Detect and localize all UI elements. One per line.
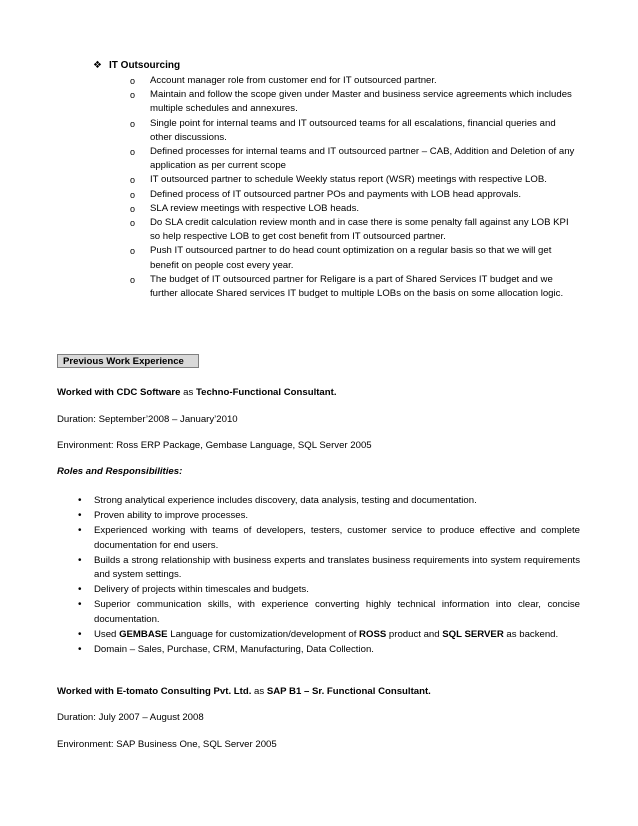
job1-as: as [180,387,196,398]
it-outsourcing-item [130,117,580,145]
job2-company: Worked with E-tomato Consulting Pvt. Ltd. [57,686,252,697]
it-outsourcing-item [130,188,580,202]
responsibility-text: Language for customization/development of [167,628,360,640]
job2-title [57,685,431,699]
round-bullet-icon: • [78,554,82,566]
responsibility-item [78,524,583,552]
responsibility-item [78,554,583,582]
circle-bullet-icon: o [130,203,136,214]
job2-as: as [251,686,267,697]
circle-bullet-icon: o [130,274,136,285]
responsibility-text: Strong analytical experience includes discovery, data analysis, testing and documentation. [94,495,477,506]
job1-environment: Environment: Ross ERP Package, Gembase Language, SQL Server 2005 [57,440,372,451]
responsibility-text: Experienced working with teams of developers, testers, customer service to produce effective and complete documentation for end users. [94,525,583,551]
round-bullet-icon: • [78,628,82,640]
it-outsourcing-item [130,202,580,216]
responsibility-text: Delivery of projects within timescales and budgets. [94,584,309,596]
job1-title [57,386,337,400]
previous-work-experience-header: Previous Work Experience [57,354,199,368]
circle-bullet-icon: o [130,76,136,86]
responsibility-text: as backend. [503,628,559,640]
it-outsourcing-item-text: Defined processes for internal teams and IT outsourced partner – CAB, Addition and Deletion of any application as per current scope [150,146,575,172]
it-outsourcing-item-text: Do SLA credit calculation review month and in case there is some penalty fall against any LOB KPI so help respective LOB to get cost benefit from IT outsourced partner. [150,217,569,243]
it-outsourcing-title: IT Outsourcing [109,60,181,71]
responsibility-text: product and [386,628,443,640]
it-outsourcing-item [130,216,580,244]
responsibility-text: Proven ability to improve processes. [94,510,249,522]
job1-company: Worked with CDC Software [57,387,181,398]
job2-environment: Environment: SAP Business One, SQL Server 2005 [57,739,277,750]
it-outsourcing-item-text: IT outsourced partner to schedule Weekly status report (WSR) meetings with respective LOB. [150,174,547,186]
it-outsourcing-item [130,74,580,88]
responsibility-item [78,494,580,508]
circle-bullet-icon: o [130,246,136,257]
responsibility-keyword: ROSS [359,628,387,640]
it-outsourcing-item-text: Single point for internal teams and IT outsourced teams for all escalations, financial queries and other discussions. [150,117,556,143]
responsibility-text: Superior communication skills, with experience converting highly technical information into clear, concise documentation. [94,599,583,625]
responsibility-text: Used [94,628,120,640]
circle-bullet-icon: o [130,147,136,158]
circle-bullet-icon: o [130,118,136,129]
job1-responsibilities-list [78,494,583,658]
it-outsourcing-item [130,88,580,116]
it-outsourcing-item-text: SLA review meetings with respective LOB heads. [150,202,360,214]
job2-duration: Duration: July 2007 – August 2008 [57,712,204,723]
it-outsourcing-item-text: Push IT outsourced partner to do head count optimization on a regular basis so that we will get benefit on people cost every year. [150,245,552,271]
round-bullet-icon: • [78,644,82,656]
circle-bullet-icon: o [130,175,136,186]
it-outsourcing-item [130,173,580,187]
it-outsourcing-item-text: Account manager role from customer end for IT outsourced partner. [150,75,437,86]
job1-roles-heading: Roles and Responsibilities: [57,466,183,477]
responsibility-keyword: GEMBASE [119,628,168,640]
responsibility-item [78,628,580,642]
diamond-bullet-icon: ❖ [93,60,102,71]
responsibility-item [78,583,580,597]
responsibility-keyword: SQL SERVER [442,628,504,640]
it-outsourcing-item-text: The budget of IT outsourced partner for Religare is a part of Shared Services IT budget and we further allocate Shared services IT budget to multiple LOBs on the basis on some allocation logic. [150,273,564,300]
responsibility-item [78,509,580,523]
it-outsourcing-list [130,74,580,301]
it-outsourcing-item [130,145,580,173]
responsibility-text: Builds a strong relationship with business experts and translates business requirements into system requirements and system settings. [94,554,583,581]
round-bullet-icon: • [78,495,82,506]
responsibility-text: Domain – Sales, Purchase, CRM, Manufacturing, Data Collection. [94,644,374,656]
responsibility-item [78,598,583,626]
job1-duration: Duration: September’2008 – January’2010 [57,414,238,425]
round-bullet-icon: • [78,510,82,522]
round-bullet-icon: • [78,584,82,596]
circle-bullet-icon: o [130,189,136,200]
it-outsourcing-item [130,244,580,272]
it-outsourcing-item-text: Defined process of IT outsourced partner POs and payments with LOB head approvals. [150,188,521,200]
responsibility-item [78,643,580,657]
job1-role: Techno-Functional Consultant. [195,387,337,398]
round-bullet-icon: • [78,599,82,611]
it-outsourcing-item-text: Maintain and follow the scope given under Master and business service agreements which includes multiple schedules and annexures. [150,89,572,115]
round-bullet-icon: • [78,525,82,537]
circle-bullet-icon: o [130,218,136,229]
it-outsourcing-heading [93,59,180,73]
job2-role: SAP B1 – Sr. Functional Consultant. [266,686,431,697]
circle-bullet-icon: o [130,90,136,101]
it-outsourcing-item [130,273,580,301]
